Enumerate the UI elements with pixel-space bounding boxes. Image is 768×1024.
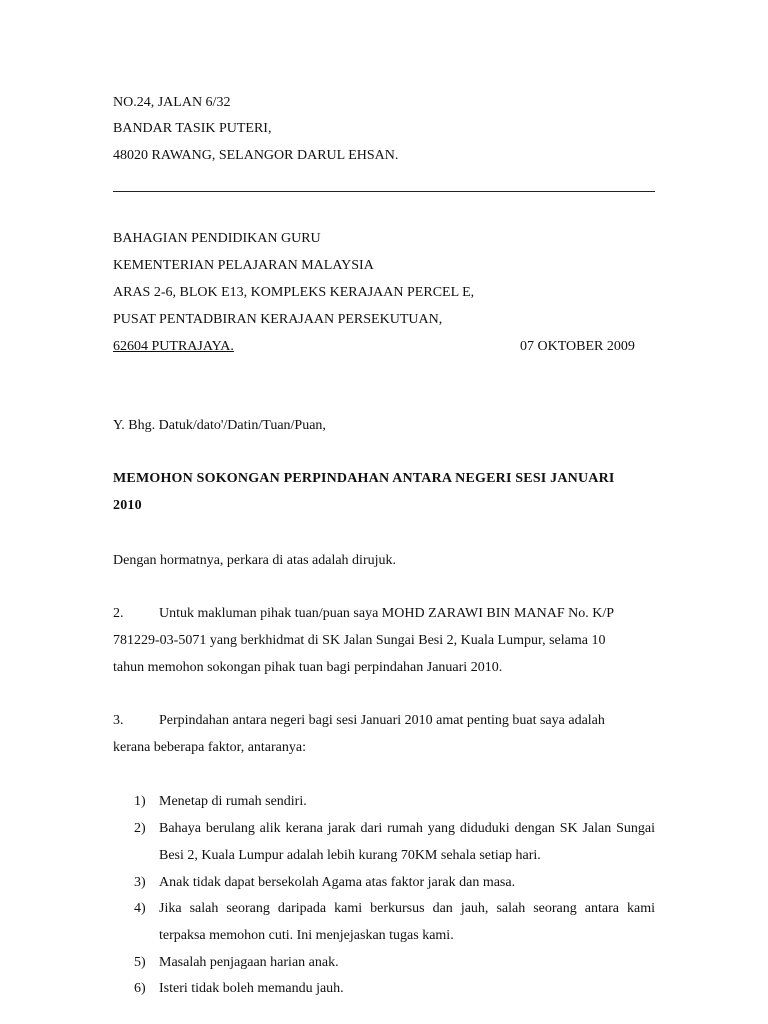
factor-number: 5) (134, 955, 146, 970)
recipient-address-line-1: BAHAGIAN PENDIDIKAN GURU (113, 231, 321, 246)
para2-line-2: 781229-03-5071 yang berkhidmat di SK Jalan Sungai Besi 2, Kuala Lumpur, selama 10 (113, 633, 606, 648)
factor-number: 3) (134, 875, 146, 890)
factor-text: Masalah penjagaan harian anak. (159, 955, 339, 970)
sender-address-line-1: NO.24, JALAN 6/32 (113, 95, 231, 110)
factor-text: Jika salah seorang daripada kami berkursus dan jauh, salah seorang antara kami terpaksa memohon cuti. Ini menjejaskan tugas kami. (159, 901, 655, 943)
header-divider (113, 191, 655, 192)
factor-number: 1) (134, 794, 146, 809)
para2-line-1: Untuk makluman pihak tuan/puan saya MOHD ZARAWI BIN MANAF No. K/P (159, 606, 614, 621)
factor-number: 2) (134, 821, 146, 836)
sender-address-line-3: 48020 RAWANG, SELANGOR DARUL EHSAN. (113, 148, 399, 163)
factor-text: Menetap di rumah sendiri. (159, 794, 307, 809)
recipient-address-line-5: 62604 PUTRAJAYA. (113, 339, 234, 354)
letter-date: 07 OKTOBER 2009 (520, 339, 635, 354)
factor-text: Anak tidak dapat bersekolah Agama atas faktor jarak dan masa. (159, 875, 516, 890)
para2-number: 2. (113, 606, 124, 621)
para3-line-1: Perpindahan antara negeri bagi sesi Januari 2010 amat penting buat saya adalah (159, 713, 605, 728)
opening-sentence: Dengan hormatnya, perkara di atas adalah dirujuk. (113, 553, 397, 568)
para3-line-2: kerana beberapa faktor, antaranya: (113, 740, 306, 755)
recipient-address-line-2: KEMENTERIAN PELAJARAN MALAYSIA (113, 258, 374, 273)
subject-line-2: 2010 (113, 498, 142, 513)
factor-number: 6) (134, 981, 146, 996)
recipient-address-line-4: PUSAT PENTADBIRAN KERAJAAN PERSEKUTUAN, (113, 312, 443, 327)
para3-number: 3. (113, 713, 124, 728)
factor-text: Isteri tidak boleh memandu jauh. (159, 981, 344, 996)
para2-line-3: tahun memohon sokongan pihak tuan bagi perpindahan Januari 2010. (113, 660, 503, 675)
sender-address-line-2: BANDAR TASIK PUTERI, (113, 121, 272, 136)
subject-line-1: MEMOHON SOKONGAN PERPINDAHAN ANTARA NEGERI SESI JANUARI (113, 471, 615, 486)
factor-text: Bahaya berulang alik kerana jarak dari rumah yang diduduki dengan SK Jalan Sungai Besi 2, Kuala Lumpur adalah lebih kurang 70KM sehala setiap hari. (159, 821, 655, 863)
factor-number: 4) (134, 901, 146, 916)
recipient-address-line-3: ARAS 2-6, BLOK E13, KOMPLEKS KERAJAAN PERCEL E, (113, 285, 475, 300)
salutation: Y. Bhg. Datuk/dato'/Datin/Tuan/Puan, (113, 418, 326, 433)
